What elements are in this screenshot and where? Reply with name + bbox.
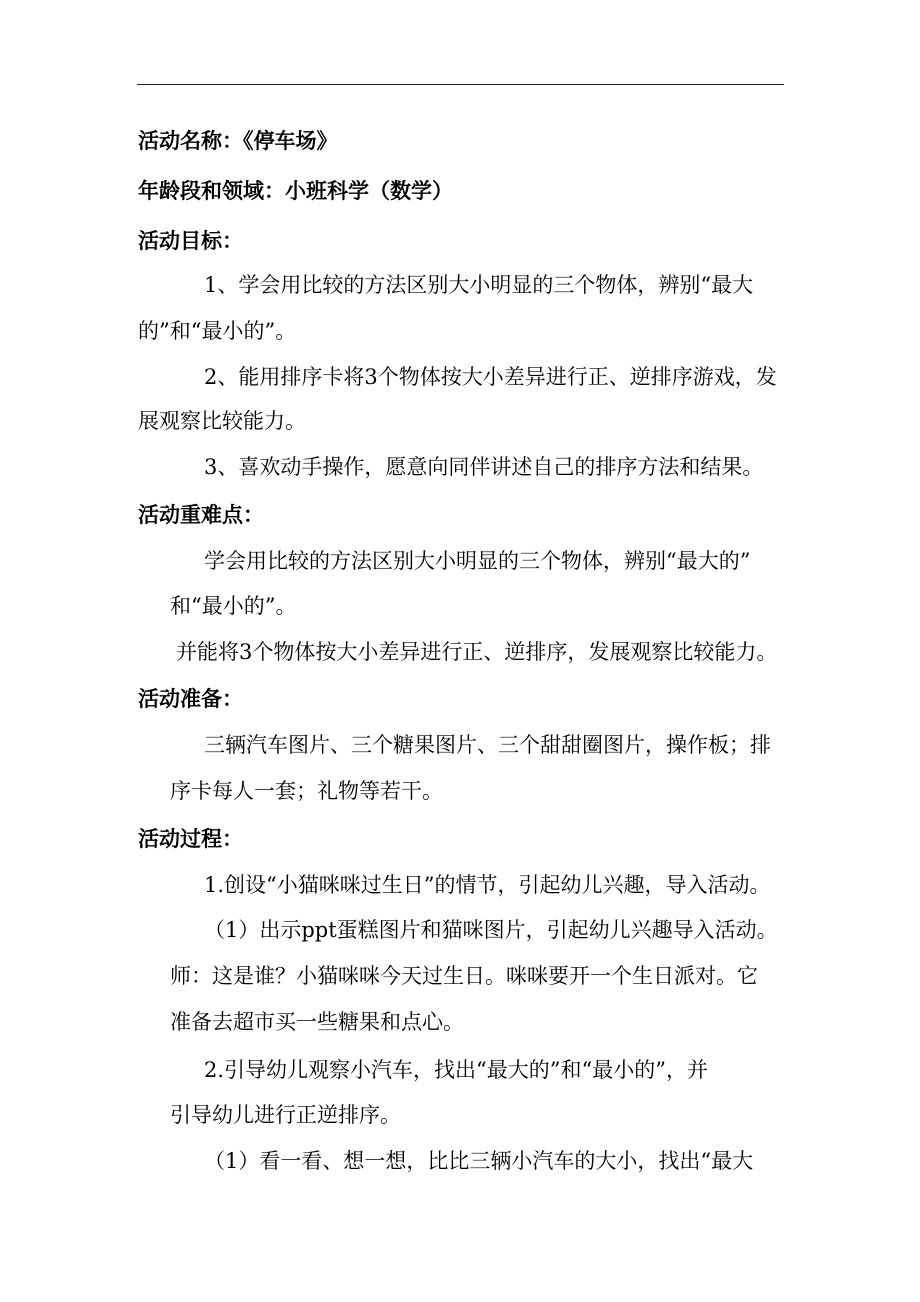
step-2-1: （1）看一看、想一想，比比三辆小汽车的大小，找出“最大 xyxy=(204,1149,754,1173)
goals-heading: 活动目标： xyxy=(138,229,243,253)
goal-1-line-1: 1、学会用比较的方法区别大小明显的三个物体，辨别“最大 xyxy=(204,273,754,297)
goal-2-line-1: 2、能用排序卡将3个物体按大小差异进行正、逆排序游戏，发 xyxy=(204,365,777,389)
preparation-heading: 活动准备： xyxy=(138,687,243,711)
goal-2-line-2: 展观察比较能力。 xyxy=(138,409,306,433)
step-1: 1.创设“小猫咪咪过生日”的情节，引起幼儿兴趣，导入活动。 xyxy=(204,873,771,897)
goal-3: 3、喜欢动手操作，愿意向同伴讲述自己的排序方法和结果。 xyxy=(204,455,764,479)
step-2-line-2: 引导幼儿进行正逆排序。 xyxy=(170,1103,401,1127)
step-1-2-line-2: 准备去超市买一些糖果和点心。 xyxy=(170,1010,464,1034)
step-1-1: （1）出示ppt蛋糕图片和猫咪图片，引起幼儿兴趣导入活动。 xyxy=(204,918,778,942)
step-1-2-line-1: 师：这是谁？小猫咪咪今天过生日。咪咪要开一个生日派对。它 xyxy=(170,964,758,988)
goal-1-line-2: 的”和“最小的”。 xyxy=(138,319,297,343)
key-points-heading: 活动重难点： xyxy=(138,503,264,527)
preparation-line-1: 三辆汽车图片、三个糖果图片、三个甜甜圈图片，操作板；排 xyxy=(204,733,771,757)
header-rule xyxy=(137,84,784,85)
process-heading: 活动过程： xyxy=(138,827,243,851)
key-point-line-1: 学会用比较的方法区别大小明显的三个物体，辨别“最大的” xyxy=(204,549,751,573)
key-point-line-2: 和“最小的”。 xyxy=(170,594,297,618)
step-2-line-1: 2.引导幼儿观察小汽车，找出“最大的”和“最小的”，并 xyxy=(204,1058,708,1082)
preparation-line-2: 序卡每人一套；礼物等若干。 xyxy=(170,779,443,803)
age-domain: 年龄段和领域：小班科学（数学） xyxy=(138,179,453,203)
activity-name: 活动名称：《停车场》 xyxy=(138,129,338,153)
key-point-line-3: 并能将3个物体按大小差异进行正、逆排序，发展观察比较能力。 xyxy=(176,640,778,664)
